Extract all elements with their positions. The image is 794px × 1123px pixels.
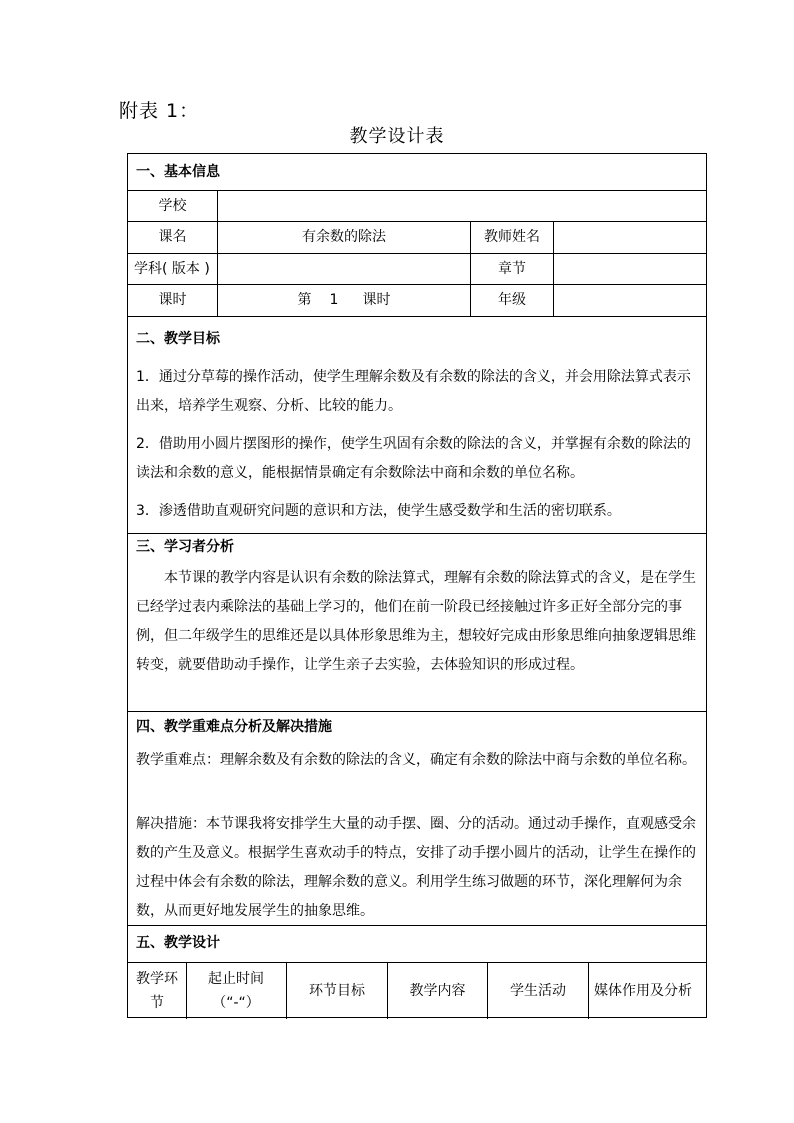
objective-item: 3．渗透借助直观研究问题的意识和方法，使学生感受数学和生活的密切联系。 (136, 503, 621, 519)
grade-value[interactable] (554, 284, 706, 316)
period-suffix: 课时 (362, 292, 391, 308)
period-value[interactable] (218, 284, 470, 316)
col-header-student-activity: 学生活动 (510, 983, 566, 999)
learner-analysis-text: 本节课的教学内容是认识有余数的除法算式，理解有余数的除法算式的含义，是在学生已经学过表内乘除法的基础上学习的，他们在前一阶段已经接触过许多正好全部分完的事例，但二年级学生的思维还是以具体形象思维为主，想较好完成由形象思维向抽象逻辑思维转变，就要借助动手操作，让学生亲子去实验，去体验知识的形成过程。 (136, 570, 696, 673)
objective-item: 1．通过分草莓的操作活动，使学生理解余数及有余数的除法的含义，并会用除法算式表示出来，培养学生观察、分析、比较的能力。 (136, 369, 691, 414)
col-header-time: 起止时间（“-“） (208, 971, 264, 1011)
subject-version-label: 学科( 版本 ) (134, 260, 210, 277)
row-divider (128, 711, 706, 712)
school-value[interactable] (218, 190, 706, 221)
period-number: 1 (329, 292, 339, 308)
teacher-name-label: 教师姓名 (484, 229, 540, 245)
chapter-value[interactable] (554, 253, 706, 284)
col-header-content: 教学内容 (409, 983, 466, 999)
section-key-points-heading: 四、教学重难点分析及解决措施 (136, 719, 332, 735)
section-objectives-heading: 二、教学目标 (136, 331, 220, 347)
course-name-label: 课名 (158, 229, 187, 245)
col-divider (186, 962, 187, 1019)
period-label: 课时 (158, 292, 187, 308)
course-name-value[interactable]: 有余数的除法 (302, 229, 386, 245)
school-label: 学校 (158, 197, 187, 214)
row-divider (128, 533, 706, 534)
col-header-stage: 教学环节 (136, 971, 178, 1011)
objective-item: 2．借助用小圆片摆图形的操作，使学生巩固有余数的除法的含义，并掌握有余数的除法的读法和余数的意义，能根据情景确定有余数除法中商和余数的单位名称。 (136, 436, 691, 481)
section-basic-info-heading: 一、基本信息 (136, 164, 220, 180)
section-teaching-design-heading: 五、教学设计 (136, 935, 220, 951)
section-learner-analysis-heading: 三、学习者分析 (136, 539, 234, 555)
grade-label: 年级 (498, 292, 526, 308)
subject-version-value[interactable] (218, 253, 470, 284)
row-divider (128, 316, 706, 317)
chapter-label: 章节 (498, 260, 526, 277)
design-table (127, 153, 707, 1018)
teacher-name-value[interactable] (554, 221, 706, 253)
solution-measures-text: 解决措施：本节课我将安排学生大量的动手摆、圈、分的活动。通过动手操作，直观感受余数的产生及意义。根据学生喜欢动手的特点，安排了动手摆小圆片的活动，让学生在操作的过程中体会有余数的除法，理解余数的意义。利用学生练习做题的环节，深化理解何为余数，从而更好地发展学生的抽象思维。 (136, 816, 696, 919)
col-header-stage-goal: 环节目标 (309, 983, 365, 999)
col-header-media: 媒体作用及分析 (594, 983, 692, 999)
period-prefix: 第 (297, 292, 312, 308)
col-divider (588, 962, 589, 1019)
appendix-label: 附表 1： (119, 100, 200, 122)
document-title: 教学设计表 (349, 126, 445, 147)
key-points-text: 教学重难点：理解余数及有余数的除法的含义，确定有余数的除法中商与余数的单位名称。 (136, 752, 696, 768)
